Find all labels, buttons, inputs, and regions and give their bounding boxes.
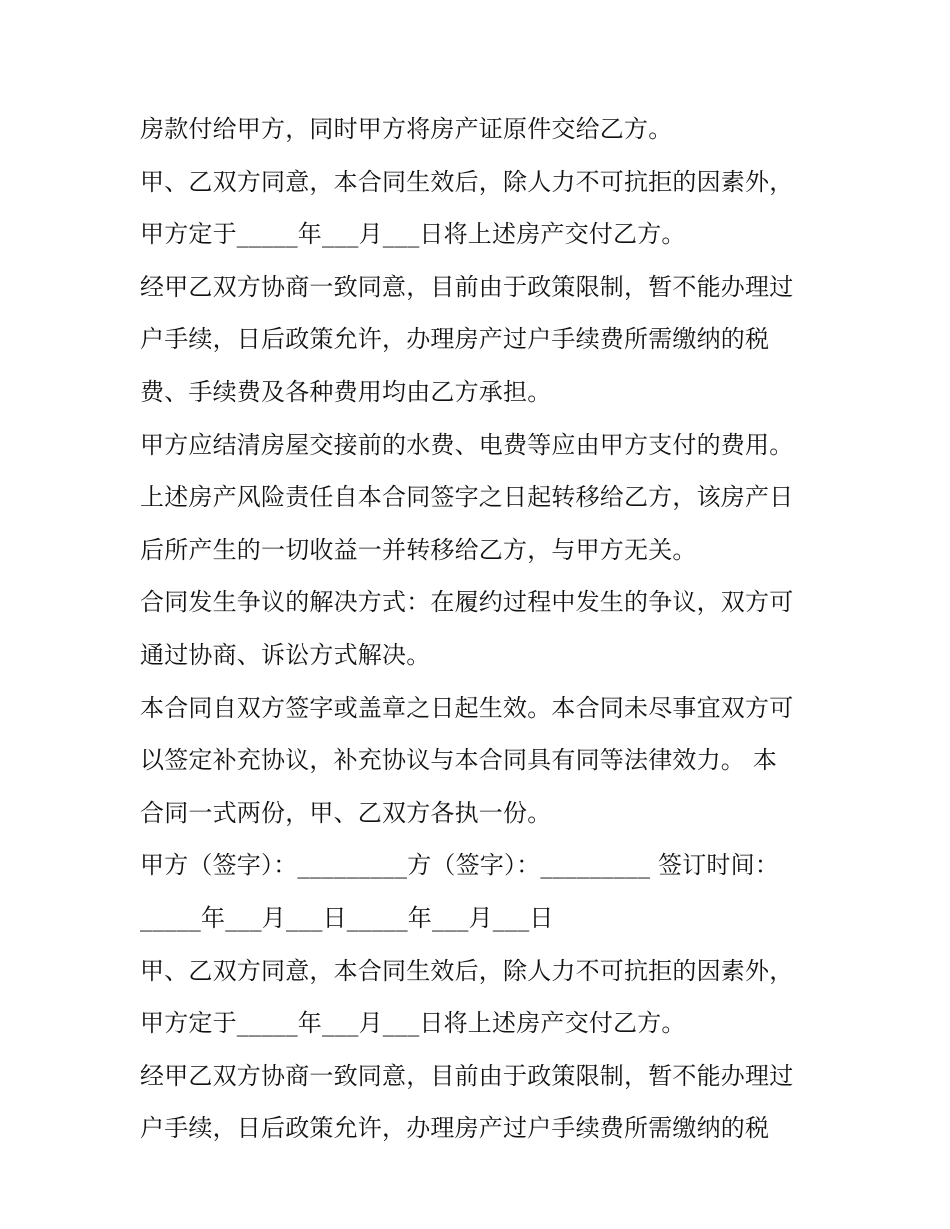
text-line: 甲方定于_____年___月___日将上述房产交付乙方。 <box>140 1009 686 1038</box>
text-line: 经甲乙双方协商一致同意，目前由于政策限制，暂不能办理过 <box>140 272 794 301</box>
text-line: 以签定补充协议，补充协议与本合同具有同等法律效力。 本 <box>140 746 778 775</box>
text-line: 通过协商、诉讼方式解决。 <box>140 640 431 669</box>
text-line: 合同一式两份，甲、乙双方各执一份。 <box>140 798 552 827</box>
text-line: 本合同自双方签字或盖章之日起生效。本合同未尽事宜双方可 <box>140 693 794 722</box>
text-line: 户手续，日后政策允许，办理房产过户手续费所需缴纳的税 <box>140 1114 770 1143</box>
text-line: 甲方应结清房屋交接前的水费、电费等应由甲方支付的费用。 <box>140 430 794 459</box>
contract-text <box>140 103 830 1155</box>
text-line: 甲方定于_____年___月___日将上述房产交付乙方。 <box>140 220 686 249</box>
text-line: 甲、乙双方同意，本合同生效后，除人力不可抗拒的因素外， <box>140 167 794 196</box>
text-line: 后所产生的一切收益一并转移给乙方，与甲方无关。 <box>140 535 697 564</box>
text-line: 费、手续费及各种费用均由乙方承担。 <box>140 377 552 406</box>
signature-line: 甲方（签字）：_________方（签字）：_________ 签订时间： <box>140 851 780 880</box>
text-line: 房款付给甲方，同时甲方将房产证原件交给乙方。 <box>140 115 673 143</box>
text-line: 甲、乙双方同意，本合同生效后，除人力不可抗拒的因素外， <box>140 956 794 985</box>
text-line: 经甲乙双方协商一致同意，目前由于政策限制，暂不能办理过 <box>140 1061 794 1090</box>
text-line: 户手续，日后政策允许，办理房产过户手续费所需缴纳的税 <box>140 325 770 354</box>
text-line: 合同发生争议的解决方式：在履约过程中发生的争议，双方可 <box>140 588 794 617</box>
date-line: _____年___月___日_____年___月___日 <box>140 903 554 932</box>
text-line: 上述房产风险责任自本合同签字之日起转移给乙方，该房产日 <box>140 483 794 512</box>
